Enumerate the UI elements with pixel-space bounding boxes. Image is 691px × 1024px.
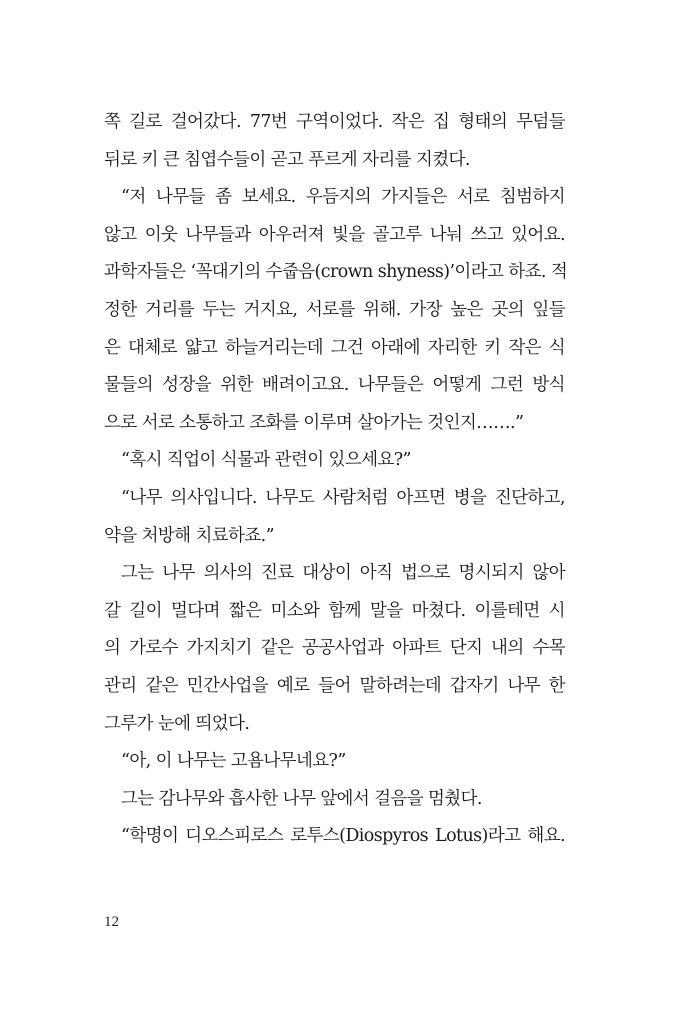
- text-line: “학명이 디오스피로스 로투스(Diospyros Lotus)라고 해요.: [121, 826, 565, 847]
- text-line: “나무 의사입니다. 나무도 사람처럼 아프면 병을 진단하고,: [121, 487, 565, 508]
- text-line: 의 가로수 가지치기 같은 공공사업과 아파트 단지 내의 수목: [104, 638, 565, 659]
- text-line: 뒤로 키 큰 침엽수들이 곧고 푸르게 자리를 지켰다.: [104, 149, 470, 170]
- text-line: “혹시 직업이 식물과 관련이 있으세요?”: [121, 450, 411, 471]
- text-line: “아, 이 나무는 고욤나무네요?”: [121, 751, 346, 772]
- text-line: 그는 감나무와 흡사한 나무 앞에서 걸음을 멈췄다.: [121, 788, 482, 809]
- text-line: 그루가 눈에 띄었다.: [104, 713, 250, 734]
- page-number: 12: [104, 914, 119, 930]
- text-line: 으로 서로 소통하고 조화를 이루며 살아가는 것인지…….”: [104, 412, 524, 433]
- text-line: 갈 길이 멀다며 짧은 미소와 함께 말을 마쳤다. 이를테면 시: [104, 600, 565, 621]
- text-line: 물들의 성장을 위한 배려이고요. 나무들은 어떻게 그런 방식: [104, 375, 565, 396]
- text-line: 쪽 길로 걸어갔다. 77번 구역이었다. 작은 집 형태의 무덤들: [104, 112, 565, 132]
- text-line: 정한 거리를 두는 거지요, 서로를 위해. 가장 높은 곳의 잎들: [104, 299, 565, 320]
- text-line: 은 대체로 얇고 하늘거리는데 그건 아래에 자리한 키 작은 식: [104, 337, 565, 358]
- text-line: 그는 나무 의사의 진료 대상이 아직 법으로 명시되지 않아: [121, 563, 565, 584]
- text-line: 않고 이웃 나무들과 아우러져 빛을 골고루 나눠 쓰고 있어요.: [104, 224, 565, 245]
- body-text: [104, 104, 568, 856]
- text-line: “저 나무들 좀 보세요. 우듬지의 가지들은 서로 침범하지: [121, 187, 565, 208]
- text-line: 관리 같은 민간사업을 예로 들어 말하려는데 갑자기 나무 한: [104, 675, 565, 696]
- text-line: 약을 처방해 치료하죠.”: [104, 525, 274, 546]
- text-line: 과학자들은 ‘꼭대기의 수줍음(crown shyness)’이라고 하죠. 적: [104, 262, 568, 283]
